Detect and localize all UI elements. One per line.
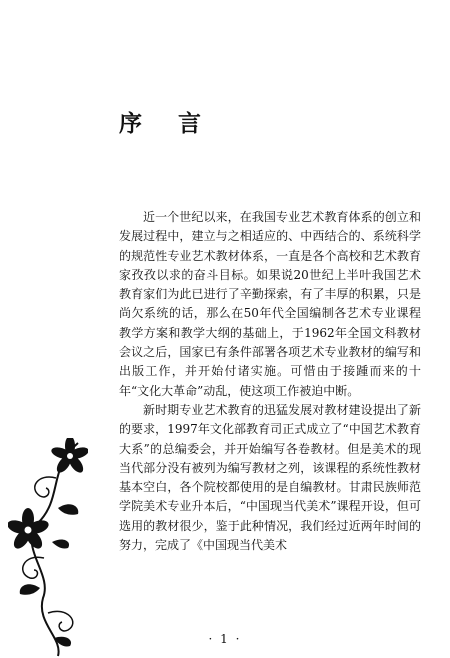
body-text xyxy=(119,208,421,555)
page-title: 序 言 xyxy=(119,110,216,137)
page-number: · 1 · xyxy=(208,632,242,646)
floral-scroll-icon xyxy=(8,438,88,658)
paragraph-1: 近一个世纪以来，在我国专业艺术教育体系的创立和发展过程中，建立与之相适应的、中西结合的、系统科学的规范性专业艺术教材体系，一直是各个高校和艺术教育家孜孜以求的奋斗目标。如果说20世纪上半叶我国艺术教育家们为此已进行了辛勤探索，有了丰厚的积累，只是尚欠系统的话，那么在50年代全国编制各艺术专业课程教学方案和教学大纲的基础上，于1962年全国文科教材会议之后，国家已有条件部署各项艺术专业教材的编写和出版工作，并开始付诸实施。可惜由于接踵而来的十年“文化大革命”动乱，使这项工作被迫中断。 xyxy=(119,210,421,398)
paragraph-2: 新时期专业艺术教育的迅猛发展对教材建设提出了新的要求，1997年文化部教育司正式成立了“中国艺术教育大系”的总编委会，并开始编写各卷教材。但是美术的现当代部分没有被列为编写教材之列，该课程的系统性教材基本空白，各个院校都使用的是自编教材。甘肃民族师范学院美术专业升本后，“中国现当代美术”课程开设，但可选用的教材很少，鉴于此种情况，我们经过近两年时间的努力，完成了《中国现当代美术 xyxy=(119,402,421,553)
